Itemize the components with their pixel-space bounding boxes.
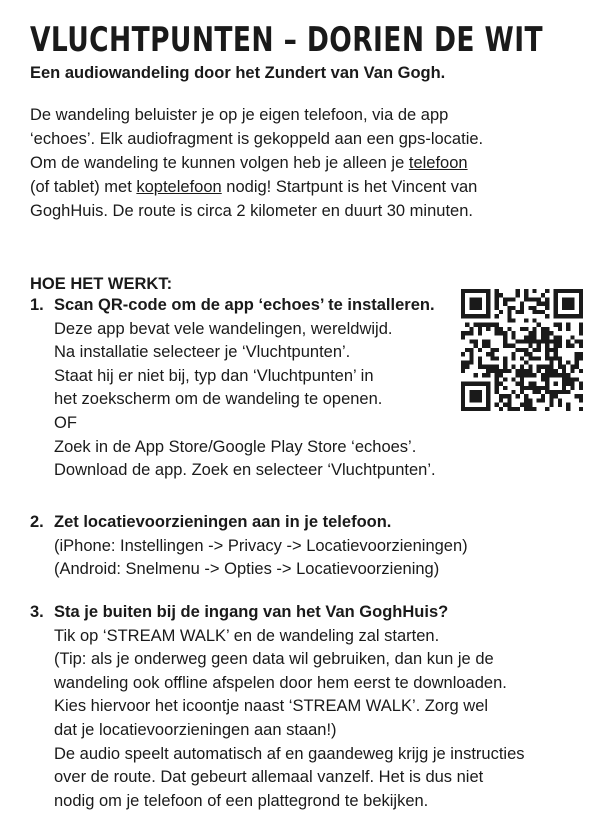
step-line: (iPhone: Instellingen -> Privacy -> Locatievoorzieningen): [54, 536, 468, 555]
intro-line: De wandeling beluister je op je eigen telefoon, via de app: [30, 106, 449, 124]
step-line: (Tip: als je onderweg geen data wil gebruiken, dan kun je de: [54, 650, 494, 669]
step-line: Download de app. Zoek en selecteer ‘Vluchtpunten’.: [54, 461, 436, 480]
intro-line: Om de wandeling te kunnen volgen heb je alleen je: [30, 154, 409, 172]
step-3: [30, 601, 575, 813]
step-number: 3.: [30, 603, 44, 621]
intro-paragraph: [30, 103, 575, 223]
step-line: over de route. Dat gebeurt allemaal vanzelf. Het is dus niet: [54, 768, 484, 787]
step-line: Na installatie selecteer je ‘Vluchtpunten’.: [54, 343, 351, 362]
step-line: Kies hiervoor het icoontje naast ‘STREAM WALK’. Zorg wel: [54, 697, 489, 716]
step-line: dat je locatievoorzieningen aan staan!): [54, 720, 337, 739]
step-line: het zoekscherm om de wandeling te openen.: [54, 390, 383, 409]
step-heading: Sta je buiten bij de ingang van het Van GoghHuis?: [54, 603, 449, 621]
page-subtitle: Een audiowandeling door het Zundert van Van Gogh.: [30, 64, 446, 82]
intro-line: GoghHuis. De route is circa 2 kilometer en duurt 30 minuten.: [30, 202, 473, 220]
step-body: [54, 535, 575, 582]
step-line: OF: [54, 413, 77, 432]
step-line: Zoek in de App Store/Google Play Store ‘echoes’.: [54, 437, 417, 456]
step-line: Deze app bevat vele wandelingen, wereldwijd.: [54, 319, 393, 338]
step-line: Staat hij er niet bij, typ dan ‘Vluchtpunten’ in: [54, 366, 374, 385]
step-heading: Scan QR-code om de app ‘echoes’ te installeren.: [54, 296, 435, 314]
intro-line: (of tablet) met: [30, 178, 137, 196]
koptelefoon-link[interactable]: koptelefoon: [136, 178, 222, 196]
step-2: [30, 511, 575, 582]
step-heading: Zet locatievoorzieningen aan in je telefoon.: [54, 513, 392, 531]
intro-line: ‘echoes’. Elk audiofragment is gekoppeld aan een gps-locatie.: [30, 130, 484, 148]
step-line: wandeling ook offline afspelen door hem eerst te downloaden.: [54, 673, 507, 692]
intro-line: nodig! Startpunt is het Vincent van: [221, 178, 478, 196]
step-line: nodig om je telefoon of een plattegrond te bekijken.: [54, 791, 429, 810]
step-number: 1.: [30, 296, 44, 314]
qr-code-icon[interactable]: [461, 289, 583, 411]
step-line: Tik op ‘STREAM WALK’ en de wandeling zal starten.: [54, 626, 440, 645]
step-line: (Android: Snelmenu -> Opties -> Locatievoorziening): [54, 560, 440, 579]
section-heading: HOE HET WERKT:: [30, 275, 173, 293]
step-body: [54, 625, 575, 814]
page-title: VLUCHTPUNTEN – DORIEN DE WIT: [30, 20, 543, 60]
step-number: 2.: [30, 513, 44, 531]
step-line: De audio speelt automatisch af en gaandeweg krijg je instructies: [54, 744, 525, 763]
telefoon-link[interactable]: telefoon: [408, 154, 468, 172]
